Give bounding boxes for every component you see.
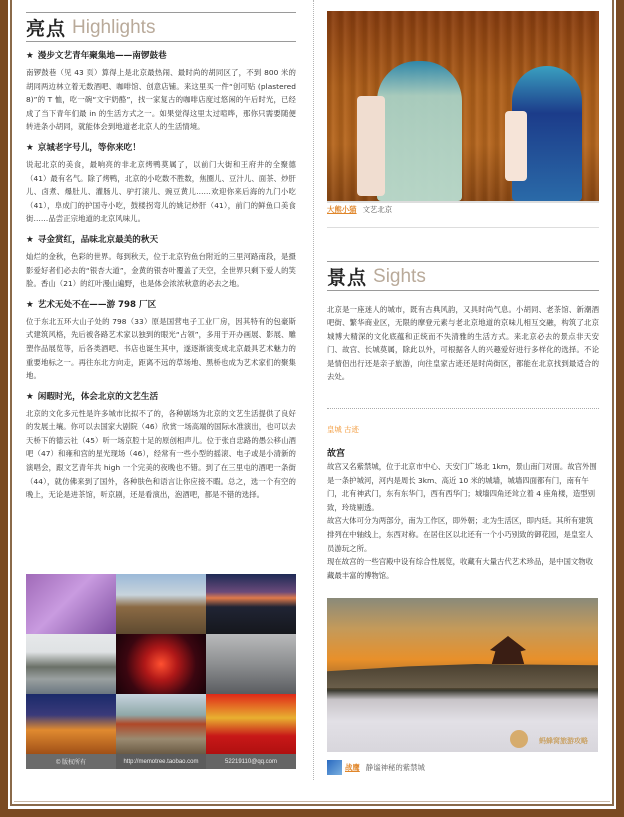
photo-caption-text: 文艺北京 xyxy=(362,205,393,214)
highlight-body: 说起北京的美食，最响亮的非北京烤鸭莫属了，以前门大街和王府井的全聚德（41）最有名气。除了烤鸭，北京的小吃数不胜数，焦圈儿、豆汁儿、面茶、炒肝儿、卤煮、爆肚儿、灌肠儿、驴打滚儿、豌豆黄儿……欢迎你来后海的九门小吃（41），阜成门的护国寺小吃，鼓楼拐弯儿的姚记炒肝（41），前门的鲜鱼口美食街……品尝正宗地道的北京风味儿。 xyxy=(26,159,296,224)
forbidden-city-caption xyxy=(327,760,425,775)
caption-divider xyxy=(327,227,599,228)
highlight-body: 灿烂的金秋，色彩的世界。每到秋天，位于北京钓鱼台附近的三里河路南段，是摄影爱好者们必去的“银杏大道”，金黄的银杏叶覆盖了天空，全世界只剩下爱人的笑脸。香山（21）的红叶漫山遍野，也是体会浓浓秋意的必去之地。 xyxy=(26,251,296,289)
avatar[interactable] xyxy=(327,760,342,775)
photo-collage xyxy=(26,574,296,769)
opera-photo xyxy=(327,11,599,201)
collage-email: 52219110@qq.com xyxy=(206,754,296,769)
collage-photo-tiananmen-night xyxy=(26,694,116,754)
sights-header xyxy=(327,261,599,291)
watermark-logo-icon xyxy=(510,730,528,748)
photo-credit-link[interactable]: 大熊小猫 xyxy=(327,205,357,214)
sights-section xyxy=(327,261,599,291)
photo-caption-text: 静谧神秘的紫禁城 xyxy=(365,763,425,772)
star-icon: ★ xyxy=(26,391,34,402)
highlight-title: 艺术无处不在——游 798 厂区 xyxy=(37,299,157,310)
highlights-title-en: Highlights xyxy=(72,16,156,38)
collage-photo-pagodas xyxy=(116,574,206,634)
category-tag: 皇城 古迹 xyxy=(327,425,359,434)
highlights-header xyxy=(26,12,296,42)
highlight-body: 南锣鼓巷（见 43 页）算得上是北京最热闹、最时尚的胡同区了，不到 800 米的胡同两边林立着无数酒吧、咖啡馆、创意店铺。来这里买一件“创可贴 (plastered 8)”的 T 恤，吃一碗“文宇奶酪”，找一家复古的咖啡店度过悠闲的午后时光，已经成了当下青年们最 in 的生活方式之一。如果觉得这里太过喧哗，那你只需要随便转进条小胡同，就能体会到地道老北京人的生活情境。 xyxy=(26,68,296,132)
highlight-body: 位于东北五环大山子处的 798（33）原是国营电子工业厂房，因其特有的包豪斯式建筑风格，先后被各路艺术家以独到的眼光“占领”，多用于开办画展、影展、雕塑作品展览等，后各类酒吧、书店也诞生其中，遂逐渐演变成北京最具艺术魅力的重要地标之一。再往东北方向走，距离不远的草场地、黑桥也成为艺术家们的聚集地。 xyxy=(26,316,296,381)
photo-bottom-bar xyxy=(327,201,599,203)
place-title: 故宫 xyxy=(327,449,346,459)
sights-intro: 北京是一座迷人的城市，既有古典风韵，又具时尚气息。小胡同、老茶馆、新潮酒吧街、繁华商业区，无限的摩登元素与老北京地道的京味儿相互交融，构筑了北京城博大精深的文化底蕴和正统而不失清雅的生活方式。来北京必去的景点非天安门、故宫、长城莫属，除此以外，可根据各人的兴趣爱好进行多样化的选择。不论是情侣出行还是亲子旅游，向往皇家古迹还是时尚街区，都能在北京找到最适合的去处。 xyxy=(327,305,599,382)
sights-title-cn: 景点 xyxy=(327,267,368,289)
palace-wall xyxy=(327,664,598,688)
highlight-title: 闲暇时光，体会北京的文艺生活 xyxy=(37,391,159,402)
highlight-body: 北京的文化多元性是许多城市比拟不了的，各种剧场为北京的文艺生活提供了良好的发展土壤。你可以去国家大剧院（46）欣赏一场高端的国际水准演出，也可以去天桥下的德云社（45）听一场京腔十足的原创相声儿。位于张自忠路的愚公移山酒吧（47）和雍和宫的星光现场（46），经常有一些小型的摇滚、电子或是小清新的演唱会，跟文艺青年共 high 一个完美的夜晚也不错。到了在三里屯的酒吧一条街（44），就仿佛来到了国外，各种肤色和语言让你应接不暇。总之，选一个有空的晚上，无论是进茶馆，听京剧，还是看演出，泡酒吧，都是不错的选择。 xyxy=(26,408,296,500)
place-paragraph: 现在故宫的一些宫殿中设有综合性展览，收藏有大量古代艺术珍品，是中国文物收藏最丰富的博物馆。 xyxy=(327,557,594,580)
dotted-divider xyxy=(327,408,599,409)
photo-credit-link[interactable]: 战鹰 xyxy=(345,763,360,772)
highlight-item xyxy=(26,391,296,502)
collage-photo-plum-blossoms xyxy=(26,574,116,634)
highlight-item xyxy=(26,299,296,383)
corner-tower xyxy=(490,636,526,664)
highlight-title: 寻金赏红，品味北京最美的秋天 xyxy=(37,234,159,245)
opera-photo-caption xyxy=(327,204,392,216)
star-icon: ★ xyxy=(26,51,34,61)
frame-border-right xyxy=(612,0,614,806)
star-icon: ★ xyxy=(26,142,34,153)
place-paragraph: 故宫大体可分为两部分，南为工作区，即外朝；北为生活区，即内廷。其所有建筑排列在中轴线上，东西对称。在居住区以北还有一个小巧别致的御花园，是皇室人员游玩之所。 xyxy=(327,516,594,553)
collage-photo-opera-mask xyxy=(206,694,296,754)
highlight-item xyxy=(26,142,296,226)
photo-watermark: 蚂蜂窝旅游攻略 xyxy=(539,737,588,745)
collage-photo-temple-hill xyxy=(116,694,206,754)
star-icon: ★ xyxy=(26,299,34,310)
collage-photo-red-lantern xyxy=(116,634,206,694)
highlight-item xyxy=(26,50,296,134)
highlights-section xyxy=(26,12,296,502)
collage-photo-city-sunset xyxy=(206,574,296,634)
highlight-title: 京城老字号儿，等你来吃！ xyxy=(37,142,141,153)
frame-border-left xyxy=(10,0,12,806)
star-icon: ★ xyxy=(26,234,34,245)
place-paragraph: 故宫又名紫禁城，位于北京市中心、天安门广场北 1km，景山南门对面。故宫外围是一条护城河，河内是周长 3km、高近 10 米的城墙，城墙四面都有门，南有午门，北有神武门，东有东华门，西有西华门；城墙四角还耸立着 4 座角楼，造型别致，玲珑剔透。 xyxy=(327,462,597,512)
highlight-item xyxy=(26,234,296,291)
collage-photo-marble-boat xyxy=(26,634,116,694)
frame-border-bottom xyxy=(10,804,614,806)
highlights-title-cn: 亮点 xyxy=(26,18,67,40)
column-divider xyxy=(313,0,314,780)
forbidden-city-photo xyxy=(327,598,598,752)
collage-footer xyxy=(26,754,296,769)
collage-photo-spring-blossoms xyxy=(206,634,296,694)
collage-copyright: © 版权所有 xyxy=(26,754,116,769)
highlight-title: 漫步文艺青年聚集地——南锣鼓巷 xyxy=(37,51,167,61)
sights-title-en: Sights xyxy=(373,265,426,287)
place-description xyxy=(327,460,599,582)
collage-url: http://memotree.taobao.com xyxy=(116,754,206,769)
frame-inner-rule xyxy=(14,801,610,802)
